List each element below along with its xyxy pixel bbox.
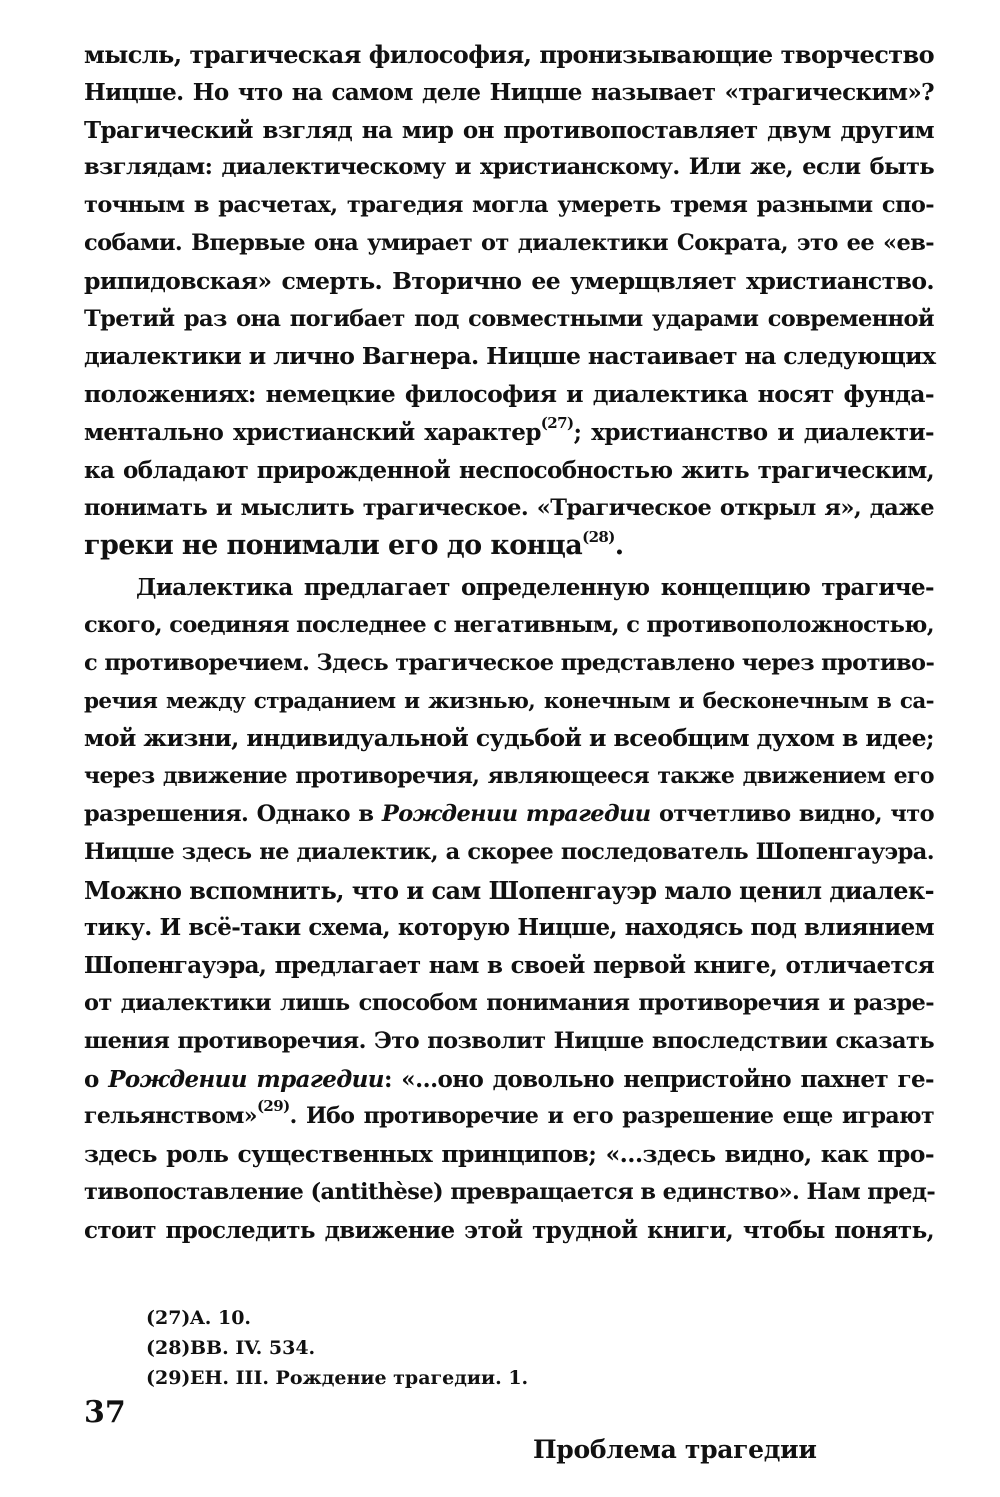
text-line: понимать и мыслить трагическое. «Трагическое открыл я», даже [84,494,934,521]
text-line: через движение противоречия, являющееся также движением его [84,763,934,790]
footnote [146,1333,528,1363]
text-line: здесь роль существенных принципов; «…здесь видно, как про- [84,1140,934,1169]
footnote-number: (29) [146,1367,191,1389]
text-line: рипидовская» смерть. Вторично ее умерщвляет христианство. [84,266,934,295]
running-title: Проблема трагедии [533,1435,817,1464]
book-title: Рождении трагедии [108,1065,384,1093]
body-text [84,36,934,1250]
text-line: ка обладают прирожденной неспособностью жить трагическим, [84,456,934,484]
text-line: Шопенгауэра, предлагает нам в своей первой книге, отличается [84,952,934,980]
footnote-text: A. 10. [190,1307,252,1329]
line-text: гельянством» [84,1103,257,1130]
page-number: 37 [84,1395,126,1430]
line-text: отчетливо видно, что [650,800,935,827]
text-line: от диалектики лишь способом понимания противоречия и разре- [84,989,934,1016]
line-text: разрешения. Однако в [84,800,382,827]
text-line: речия между страданием и жизнью, конечным и бесконечным в са- [84,688,934,714]
footnote-text: EH. III. Рождение трагедии. 1. [190,1367,529,1389]
text-line: стоит проследить движение этой трудной книги, чтобы понять, [84,1216,934,1244]
footnote-text: BB. IV. 534. [190,1337,316,1359]
text-line: с противоречием. Здесь трагическое представлено через противо- [84,649,935,676]
text-line: диалектики и лично Вагнера. Ницше настаивает на следующих [84,342,936,371]
text-line: собами. Впервые она умирает от диалектики Сократа, это ее «ев- [84,229,934,256]
text-line [84,1098,934,1136]
line-text: ; христианство и диалекти- [573,418,934,446]
footnote-number: (27) [146,1307,191,1329]
text-line: Ницше здесь не диалектик, а скорее последователь Шопенгауэра. [84,838,934,865]
text-line: Можно вспомнить, что и сам Шопенгауэр мало ценил диалек- [84,875,934,905]
text-line: шения противоречия. Это позволит Ницше впоследствии сказать [84,1027,934,1054]
line-text: ментально христианский характер [84,418,541,446]
text-line [84,414,934,452]
book-title: Рождении трагедии [381,800,651,827]
line-text: о [84,1065,109,1093]
text-line: Третий раз она погибает под совместными ударами современной [84,305,934,332]
text-line: ского, соединяя последнее с негативным, с противоположностью, [84,611,934,638]
footnote [146,1303,528,1333]
text-line: мой жизни, индивидуальной судьбой и всеобщим духом в идее; [84,724,934,753]
footnote-ref: (28) [582,528,615,547]
text-line: точным в расчетах, трагедия могла умереть тремя разными спо- [84,192,934,219]
footnote-ref: (29) [256,1097,290,1116]
text-line: положениях: немецкие философия и диалектика носят фунда- [84,380,934,409]
line-text: . Ибо противоречие и его разрешение еще играют [289,1103,934,1130]
text-line [84,796,934,834]
paragraph-first-line: Диалектика предлагает определенную концепцию трагиче- [136,574,934,602]
text-line: мысль, трагическая философия, пронизывающие творчество [84,40,934,69]
footnote-number: (28) [146,1337,191,1359]
text-line: взглядам: диалектическому и христианскому. Или же, если быть [84,154,934,181]
footnote-ref: (27) [540,413,574,432]
text-line: тику. И всё-таки схема, которую Ницше, находясь под влиянием [84,914,934,942]
line-text: греки не понимали его до конца [84,530,583,562]
text-line: тивопоставление (antithèse) превращается в единство». Нам пред- [84,1178,936,1205]
text-line: Ницше. Но что на самом деле Ницше называет «трагическим»? [84,78,934,106]
text-line: Трагический взгляд на мир он противопоставляет двум другим [84,116,934,144]
text-line [84,1061,934,1099]
footnotes [146,1303,528,1393]
footnote [146,1363,528,1393]
line-text: . [614,530,624,562]
text-line [84,527,934,565]
line-text: : «…оно довольно непристойно пахнет ге- [383,1065,935,1093]
